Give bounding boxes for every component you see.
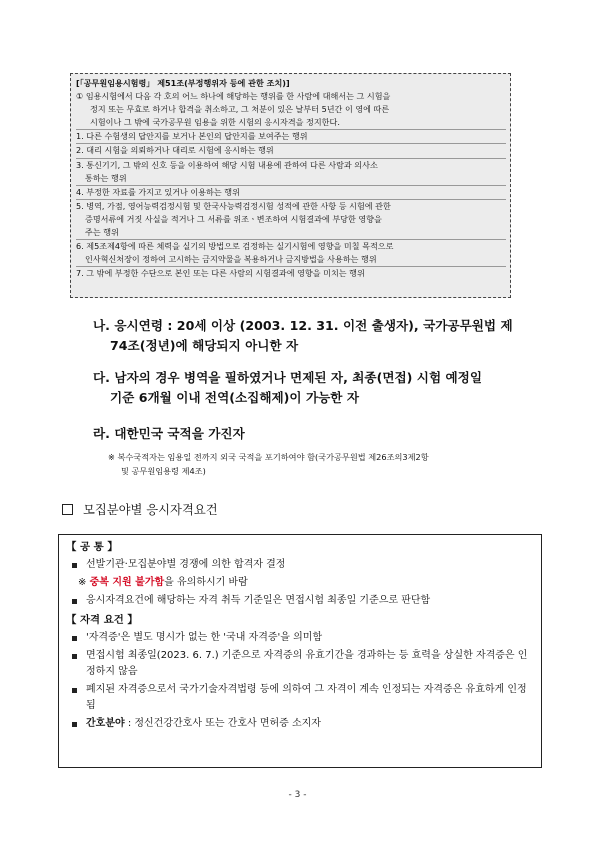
law-line: 7. 그 밖에 부정한 수단으로 본인 또는 다른 사람의 시험결과에 영향을 미치는 행위: [76, 268, 365, 279]
list-item: [66, 648, 533, 680]
requirement-age-line2: 74조(정년)에 해당되지 아니한 자: [110, 338, 299, 353]
list-item: [66, 593, 533, 609]
duplicate-application-note: [66, 575, 533, 591]
law-line: ① 임용시험에서 다음 각 호의 어느 하나에 해당하는 행위를 한 사람에 대해서는 그 시험을: [76, 91, 391, 102]
law-line: 5. 병역, 가점, 영어능력검정시험 및 한국사능력검정시험 성적에 관한 사항 등 시험에 관한: [76, 200, 391, 211]
law-line: 4. 부정한 자료를 가지고 있거나 이용하는 행위: [76, 186, 506, 200]
list-item-text: 응시자격요건에 해당하는 자격 취득 기준일은 면접시험 최종일 기준으로 판단함: [86, 595, 431, 606]
list-item-text: 면접시험 최종일(2023. 6. 7.) 기준으로 자격증의 유효기간을 경과하는 등 효력을 상실한 자격증은 인정하지 않음: [86, 650, 528, 677]
list-item-text: [86, 716, 533, 732]
law-line: 인사혁신처장이 정하여 고시하는 금지약물을 복용하거나 금지방법을 사용하는 행위: [76, 253, 506, 267]
note-emphasis: 중복 지원 불가함: [89, 577, 165, 588]
law-line: 주는 행위: [76, 226, 506, 240]
requirement-age-line1: 나. 응시연령 : 20세 이상 (2003. 12. 31. 이전 출생자), 국가공무원법 제: [93, 318, 513, 333]
square-bullet-icon: [72, 654, 77, 659]
square-bullet-icon: [72, 563, 77, 568]
qualification-heading: 【 자격 요건 】: [66, 614, 138, 626]
dual-nationality-note: [108, 450, 429, 478]
law-line: 시험이나 그 밖에 국가공무원 임용을 위한 시험의 응시자격을 정지한다.: [76, 116, 506, 130]
checkbox-icon: [62, 504, 73, 515]
section-heading: [62, 500, 218, 518]
square-bullet-icon: [72, 722, 77, 727]
law-line: 3. 통신기기, 그 밖의 신호 등을 이용하여 해당 시험 내용에 관하여 다른 사람과 의사소: [76, 159, 378, 170]
requirement-military-line2: 기준 6개월 이내 전역(소집해제)이 가능한 자: [110, 390, 360, 405]
requirement-age: [93, 316, 513, 356]
list-item-text: '자격증'은 별도 명시가 없는 한 '국내 자격증'을 의미함: [86, 632, 323, 643]
square-bullet-icon: [72, 599, 77, 604]
section-title: 모집분야별 응시자격요건: [83, 503, 218, 517]
list-item: [66, 630, 533, 646]
list-item-text: 선발기관·모집분야별 경쟁에 의한 합격자 결정: [86, 559, 286, 570]
requirement-nationality: [93, 424, 245, 444]
qualification-box: [58, 534, 542, 768]
nursing-field-label: 간호분야: [86, 718, 125, 729]
square-bullet-icon: [72, 688, 77, 693]
note-suffix: 을 유의하시기 바람: [164, 577, 248, 588]
requirement-military-line1: 다. 남자의 경우 병역을 필하였거나 면제된 자, 최종(면접) 시험 예정일: [93, 370, 483, 385]
page-number: - 3 -: [288, 790, 307, 800]
law-line: 정지 또는 무효로 하거나 합격을 취소하고, 그 처분이 있은 날부터 5년간 이 영에 따른: [90, 104, 390, 115]
nursing-field-requirement: : 정신건강간호사 또는 간호사 면허증 소지자: [124, 718, 321, 729]
note-line2: 및 공무원임용령 제4조): [121, 466, 206, 476]
law-line: 6. 제5조제4항에 따른 체력을 실기의 방법으로 검정하는 실기시험에 영향을 미칠 목적으로: [76, 241, 394, 252]
requirement-military: [93, 368, 482, 408]
law-line: 1. 다른 수험생의 답안지를 보거나 본인의 답안지를 보여주는 행위: [76, 130, 506, 144]
law-line: 2. 대리 시험을 의뢰하거나 대리로 시험에 응시하는 행위: [76, 144, 506, 158]
list-item: [66, 557, 533, 573]
list-item: [66, 682, 533, 714]
square-bullet-icon: [72, 636, 77, 641]
common-heading: 【 공 통 】: [66, 541, 118, 553]
law-excerpt-box: [70, 73, 511, 298]
law-line: 통하는 행위: [76, 172, 506, 186]
list-item-text: 폐지된 자격증으로서 국가기술자격법령 등에 의하여 그 자격이 계속 인정되는 자격증은 유효하게 인정됨: [86, 684, 527, 711]
note-prefix: ※: [78, 577, 90, 588]
requirement-nationality-line: 라. 대한민국 국적을 가진자: [93, 426, 245, 441]
note-line1: ※ 복수국적자는 임용일 전까지 외국 국적을 포기하여야 함(국가공무원법 제26조의3제2항: [108, 452, 429, 462]
list-item: [66, 716, 533, 732]
law-line: 증명서류에 거짓 사실을 적거나 그 서류를 위조ㆍ변조하여 시험결과에 부당한 영향을: [85, 213, 382, 224]
law-box-title: [「공무원임용시험령」 제51조(부정행위자 등에 관한 조치)]: [76, 78, 290, 88]
